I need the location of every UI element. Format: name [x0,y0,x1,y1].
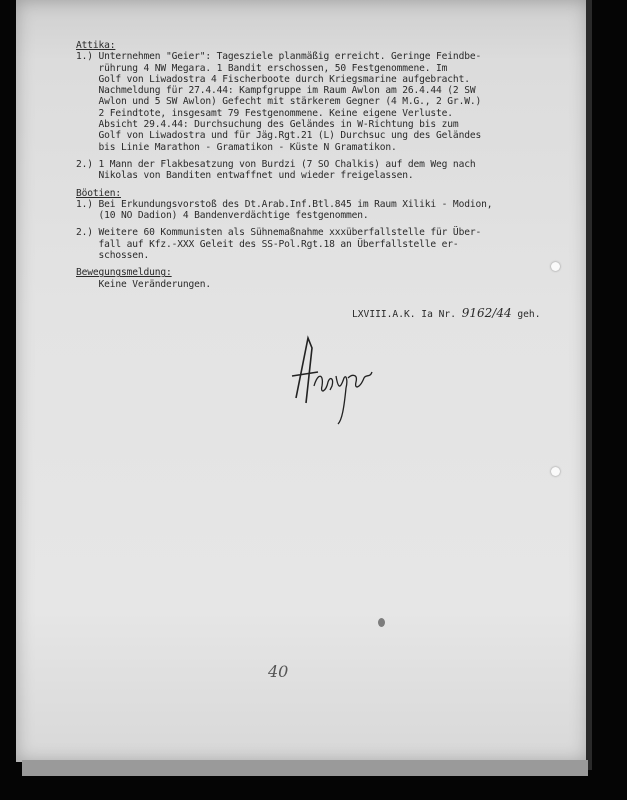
ink-smudge [378,618,385,627]
reference-prefix: LXVIII.A.K. Ia Nr. [352,309,462,320]
reference-line [352,306,541,320]
text-line: Golf von Liwadostra und für Jäg.Rgt.21 (L) Durchsuc ung des Geländes [76,130,482,142]
handwritten-signature [288,328,378,428]
text-line: 1.) Bei Erkundungsvorstoß des Dt.Arab.Inf.Btl.845 im Raum Xiliki - Modion, [76,198,493,210]
text-line: 1.) Unternehmen "Geier": Tagesziele planmäßig erreicht. Geringe Feindbe- [76,51,482,63]
text-line: Awlon und 5 SW Awlon) Gefecht mit stärkerem Gegner (4 M.G., 2 Gr.W.) [76,96,482,108]
text-line: 2.) 1 Mann der Flakbesatzung von Burdzi (7 SO Chalkis) auf dem Weg nach [76,158,476,170]
text-line: Golf von Liwadostra 4 Fischerboote durch Kriegsmarine aufgebracht. [76,73,470,85]
text-line: Keine Veränderungen. [76,278,212,290]
section-heading-bewegungsmeldung: Bewegungsmeldung: [76,267,172,279]
reference-number: 9162/44 [461,306,512,320]
section-heading-boeotien: Böotien: [76,187,122,199]
text-line: Absicht 29.4.44: Durchsuchung des Geländes in W-Richtung bis zum [76,119,459,131]
text-line: 2 Feindtote, insgesamt 79 Festgenommene. Keine eigene Verluste. [76,107,453,119]
text-line: 2.) Weitere 60 Kommunisten als Sühnemaßnahme xxxüberfallstelle für Über- [76,227,482,239]
text-line: rührung 4 NW Megara. 1 Bandit erschossen, 50 Festgenommene. Im [76,62,448,74]
underlying-page-strip [22,760,588,776]
text-line: Nikolas von Banditen entwaffnet und wieder freigelassen. [76,170,414,182]
page-number: 40 [268,662,289,681]
text-line: Nachmeldung für 27.4.44: Kampfgruppe im Raum Awlon am 26.4.44 (2 SW [76,85,476,97]
reference-suffix: geh. [511,309,541,320]
text-line: bis Linie Marathon - Gramatikon - Küste N Gramatikon. [76,141,397,153]
punch-hole [551,467,560,476]
section-heading-attika: Attika: [76,40,116,51]
text-line: (10 NO Dadion) 4 Bandenverdächtige festgenommen. [76,210,369,222]
report-body [76,40,596,290]
text-line: fall auf Kfz.-XXX Geleit des SS-Pol.Rgt.18 an Überfallstelle er- [76,238,459,250]
text-line: schossen. [76,250,150,262]
